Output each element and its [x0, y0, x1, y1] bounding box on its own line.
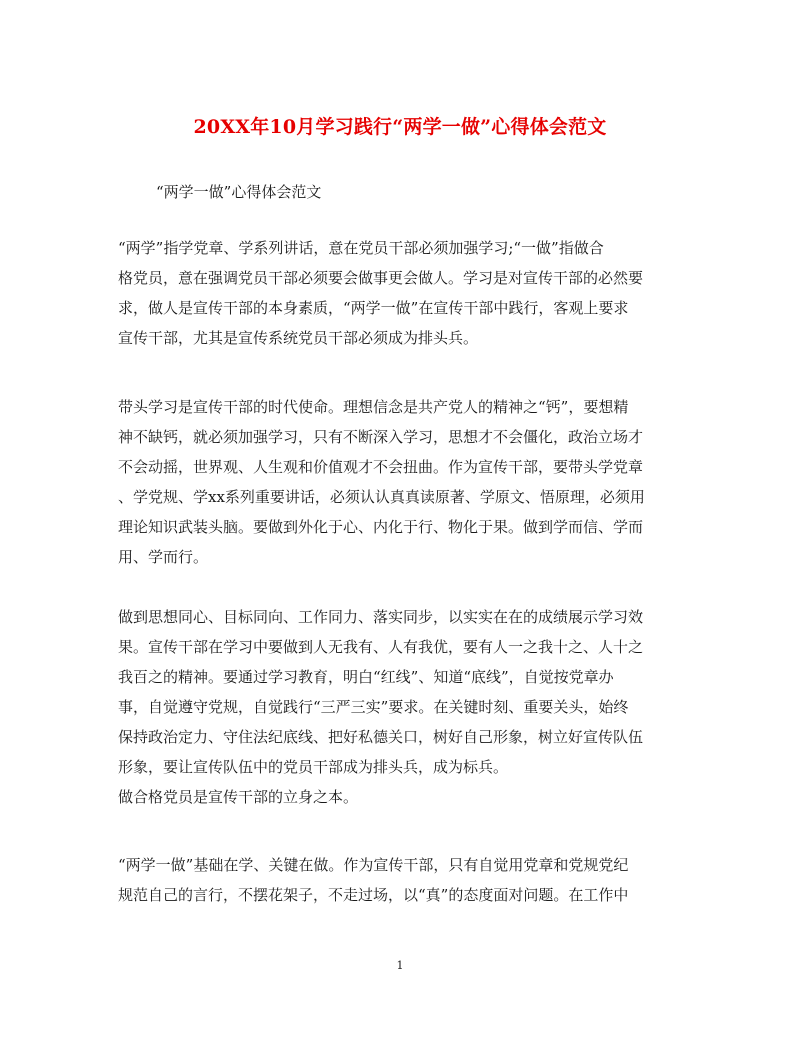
text-line: 神不缺钙，就必须加强学习，只有不断深入学习，思想才不会僵化，政治立场才 [118, 428, 644, 446]
text-line: 不会动摇，世界观、人生观和价值观才不会扭曲。作为宣传干部，要带头学党章 [118, 458, 644, 476]
text-line: 宣传干部，尤其是宣传系统党员干部必须成为排头兵。 [118, 329, 479, 347]
paragraph [118, 392, 684, 572]
text-line: 格党员，意在强调党员干部必须要会做事更会做人。学习是对宣传干部的必然要 [118, 269, 644, 287]
text-line: 保持政治定力、守住法纪底线、把好私德关口，树好自己形象，树立好宣传队伍 [118, 728, 644, 746]
text-line: 事，自觉遵守党规，自觉践行“三严三实”要求。在关键时刻、重要关头，始终 [118, 698, 629, 716]
text-line: 规范自己的言行，不摆花架子，不走过场，以“真”的态度面对问题。在工作中 [118, 886, 629, 904]
text-line: 用、学而行。 [118, 548, 209, 566]
text-line: 形象，要让宣传队伍中的党员干部成为排头兵，成为标兵。 [118, 758, 509, 776]
text-line: 、学党规、学xx系列重要讲话，必须认认真真读原著、学原文、悟原理，必须用 [118, 488, 645, 506]
text-line: 带头学习是宣传干部的时代使命。理想信念是共产党人的精神之“钙”，要想精 [118, 398, 629, 416]
text-line: “两学一做”基础在学、关键在做。作为宣传干部，只有自觉用党章和党规党纪 [118, 856, 629, 874]
text-line: 果。宣传干部在学习中要做到人无我有、人有我优，要有人一之我十之、人十之 [118, 638, 644, 656]
text-line: 我百之的精神。要通过学习教育，明白“红线”、知道“底线”，自觉按党章办 [118, 668, 614, 686]
text-line: “两学”指学党章、学系列讲话，意在党员干部必须加强学习;“一做”指做合 [118, 239, 604, 257]
paragraph [118, 850, 684, 910]
page-number: 1 [396, 959, 404, 972]
text-line: 做合格党员是宣传干部的立身之本。 [118, 788, 359, 806]
text-line: 理论知识武装头脑。要做到外化于心、内化于行、物化于果。做到学而信、学而 [118, 518, 644, 536]
paragraph [118, 602, 684, 812]
paragraph [118, 233, 684, 353]
document-title: 20XX年10月学习践行“两学一做”心得体会范文 [193, 116, 607, 138]
text-line: 做到思想同心、目标同向、工作同力、落实同步，以实实在在的成绩展示学习效 [118, 608, 644, 626]
text-line: 求，做人是宣传干部的本身素质，“两学一做”在宣传干部中践行，客观上要求 [118, 299, 629, 317]
document-subtitle: “两学一做”心得体会范文 [156, 183, 322, 201]
